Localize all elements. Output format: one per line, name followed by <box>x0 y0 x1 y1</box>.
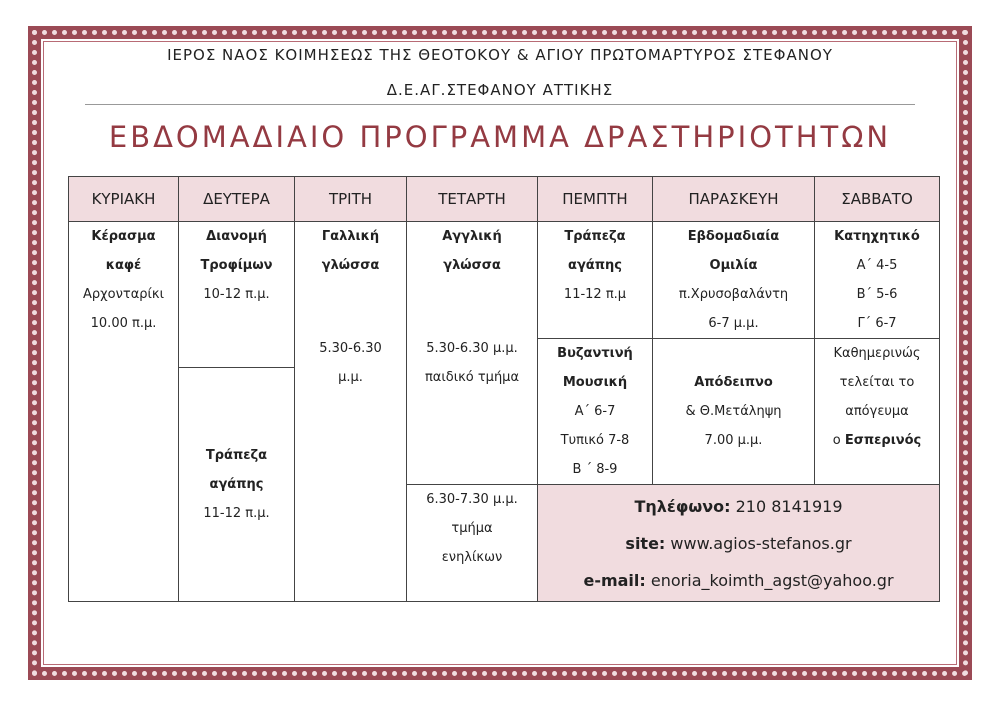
thursday-line: Β ΄ 8-9 <box>572 462 618 477</box>
spacer <box>407 280 537 334</box>
site-label: site: <box>625 533 666 553</box>
sunday-line: 10.00 π.μ. <box>90 316 157 331</box>
thursday-cell-music <box>538 339 653 485</box>
tuesday-line: γλώσσα <box>321 258 380 273</box>
wednesday-line: 6.30-7.30 μ.μ. <box>426 492 518 507</box>
friday-line: Απόδειπνο <box>694 375 773 390</box>
friday-cell-compline <box>653 339 815 485</box>
friday-cell-homily <box>653 222 815 339</box>
parish-location: Δ.Ε.ΑΓ.ΣΤΕΦΑΝΟΥ ΑΤΤΙΚΗΣ <box>386 81 614 99</box>
saturday-word: Εσπερινός <box>844 433 922 448</box>
phone-number: 210 8141919 <box>735 496 843 516</box>
saturday-line <box>815 426 939 455</box>
spacer <box>295 280 406 334</box>
site-line <box>538 525 939 562</box>
saturday-word: ο <box>832 433 841 448</box>
day-header-friday: ΠΑΡΑΣΚΕΥΗ <box>653 177 815 222</box>
thursday-line: αγάπης <box>568 258 622 273</box>
sunday-line: Κέρασμα <box>91 229 156 244</box>
weekly-schedule-table <box>68 176 940 602</box>
wednesday-cell-adults <box>407 485 538 602</box>
tuesday-cell <box>295 222 407 602</box>
wednesday-line: γλώσσα <box>443 258 501 273</box>
site-url: www.agios-stefanos.gr <box>670 533 852 553</box>
friday-line: & Θ.Μετάληψη <box>685 404 782 419</box>
day-header-row <box>69 177 940 222</box>
thursday-line: Τράπεζα <box>564 229 626 244</box>
sunday-line: καφέ <box>105 258 142 273</box>
monday-cell-morning <box>179 222 295 368</box>
monday-cell-charity <box>179 368 295 602</box>
tuesday-line: μ.μ. <box>338 370 363 385</box>
saturday-cell-catechism <box>815 222 940 339</box>
monday-line: 11-12 π.μ. <box>203 506 270 521</box>
monday-line: Διανομή <box>206 229 267 244</box>
day-header-sunday: ΚΥΡΙΑΚΗ <box>69 177 179 222</box>
friday-line: 6-7 μ.μ. <box>708 316 759 331</box>
thursday-line: Α΄ 6-7 <box>574 404 616 419</box>
saturday-line: απόγευμα <box>845 404 909 419</box>
friday-line: Ομιλία <box>709 258 758 273</box>
phone-label: Τηλέφωνο: <box>634 496 731 516</box>
wednesday-cell-language <box>407 222 538 485</box>
monday-line: 10-12 π.μ. <box>203 287 270 302</box>
saturday-line: Κατηχητικό <box>834 229 920 244</box>
page-title: ΕΒΔΟΜΑΔΙΑΙΟ ΠΡΟΓΡΑΜΜΑ ΔΡΑΣΤΗΡΙΟΤΗΤΩΝ <box>108 120 892 154</box>
email-address: enoria_koimth_agst@yahoo.gr <box>650 570 894 590</box>
saturday-line: Β΄ 5-6 <box>856 287 898 302</box>
church-name: ΙΕΡΟΣ ΝΑΟΣ ΚΟΙΜΗΣΕΩΣ ΤΗΣ ΘΕΟΤΟΚΟΥ & ΑΓΙΟΥ ΠΡΩΤΟΜΑΡΤΥΡΟΣ ΣΤΕΦΑΝΟΥ <box>167 46 833 64</box>
friday-line: π.Χρυσοβαλάντη <box>678 287 789 302</box>
day-header-saturday: ΣΑΒΒΑΤΟ <box>815 177 940 222</box>
phone-line <box>538 488 939 525</box>
monday-line: αγάπης <box>209 477 264 492</box>
saturday-cell-vespers <box>815 339 940 485</box>
thursday-cell-charity <box>538 222 653 339</box>
saturday-line: Γ΄ 6-7 <box>857 316 897 331</box>
day-header-tuesday: ΤΡΙΤΗ <box>295 177 407 222</box>
sunday-line: Αρχονταρίκι <box>83 287 164 302</box>
saturday-line: τελείται το <box>839 375 915 390</box>
day-header-wednesday: ΤΕΤΑΡΤΗ <box>407 177 538 222</box>
thursday-line: 11-12 π.μ <box>563 287 627 302</box>
friday-line: Εβδομαδιαία <box>687 229 780 244</box>
friday-line: 7.00 μ.μ. <box>704 433 763 448</box>
tuesday-line: 5.30-6.30 <box>319 341 382 356</box>
header-divider <box>85 104 915 105</box>
monday-line: Τράπεζα <box>205 448 268 463</box>
day-header-monday: ΔΕΥΤΕΡΑ <box>179 177 295 222</box>
monday-line: Τροφίμων <box>200 258 273 273</box>
wednesday-line: τμήμα <box>451 521 493 536</box>
thursday-line: Μουσική <box>562 375 628 390</box>
contact-info-cell <box>538 485 940 602</box>
day-header-thursday: ΠΕΜΠΤΗ <box>538 177 653 222</box>
wednesday-line: 5.30-6.30 μ.μ. <box>426 341 518 356</box>
saturday-line: Καθημερινώς <box>833 346 921 361</box>
wednesday-line: παιδικό τμήμα <box>424 370 520 385</box>
sunday-cell <box>69 222 179 602</box>
tuesday-line: Γαλλική <box>321 229 380 244</box>
thursday-line: Βυζαντινή <box>557 346 633 361</box>
thursday-line: Τυπικό 7-8 <box>560 433 630 448</box>
saturday-line: Α΄ 4-5 <box>856 258 898 273</box>
email-line <box>538 562 939 599</box>
email-label: e-mail: <box>583 570 646 590</box>
wednesday-line: Αγγλική <box>442 229 502 244</box>
wednesday-line: ενηλίκων <box>441 550 503 565</box>
